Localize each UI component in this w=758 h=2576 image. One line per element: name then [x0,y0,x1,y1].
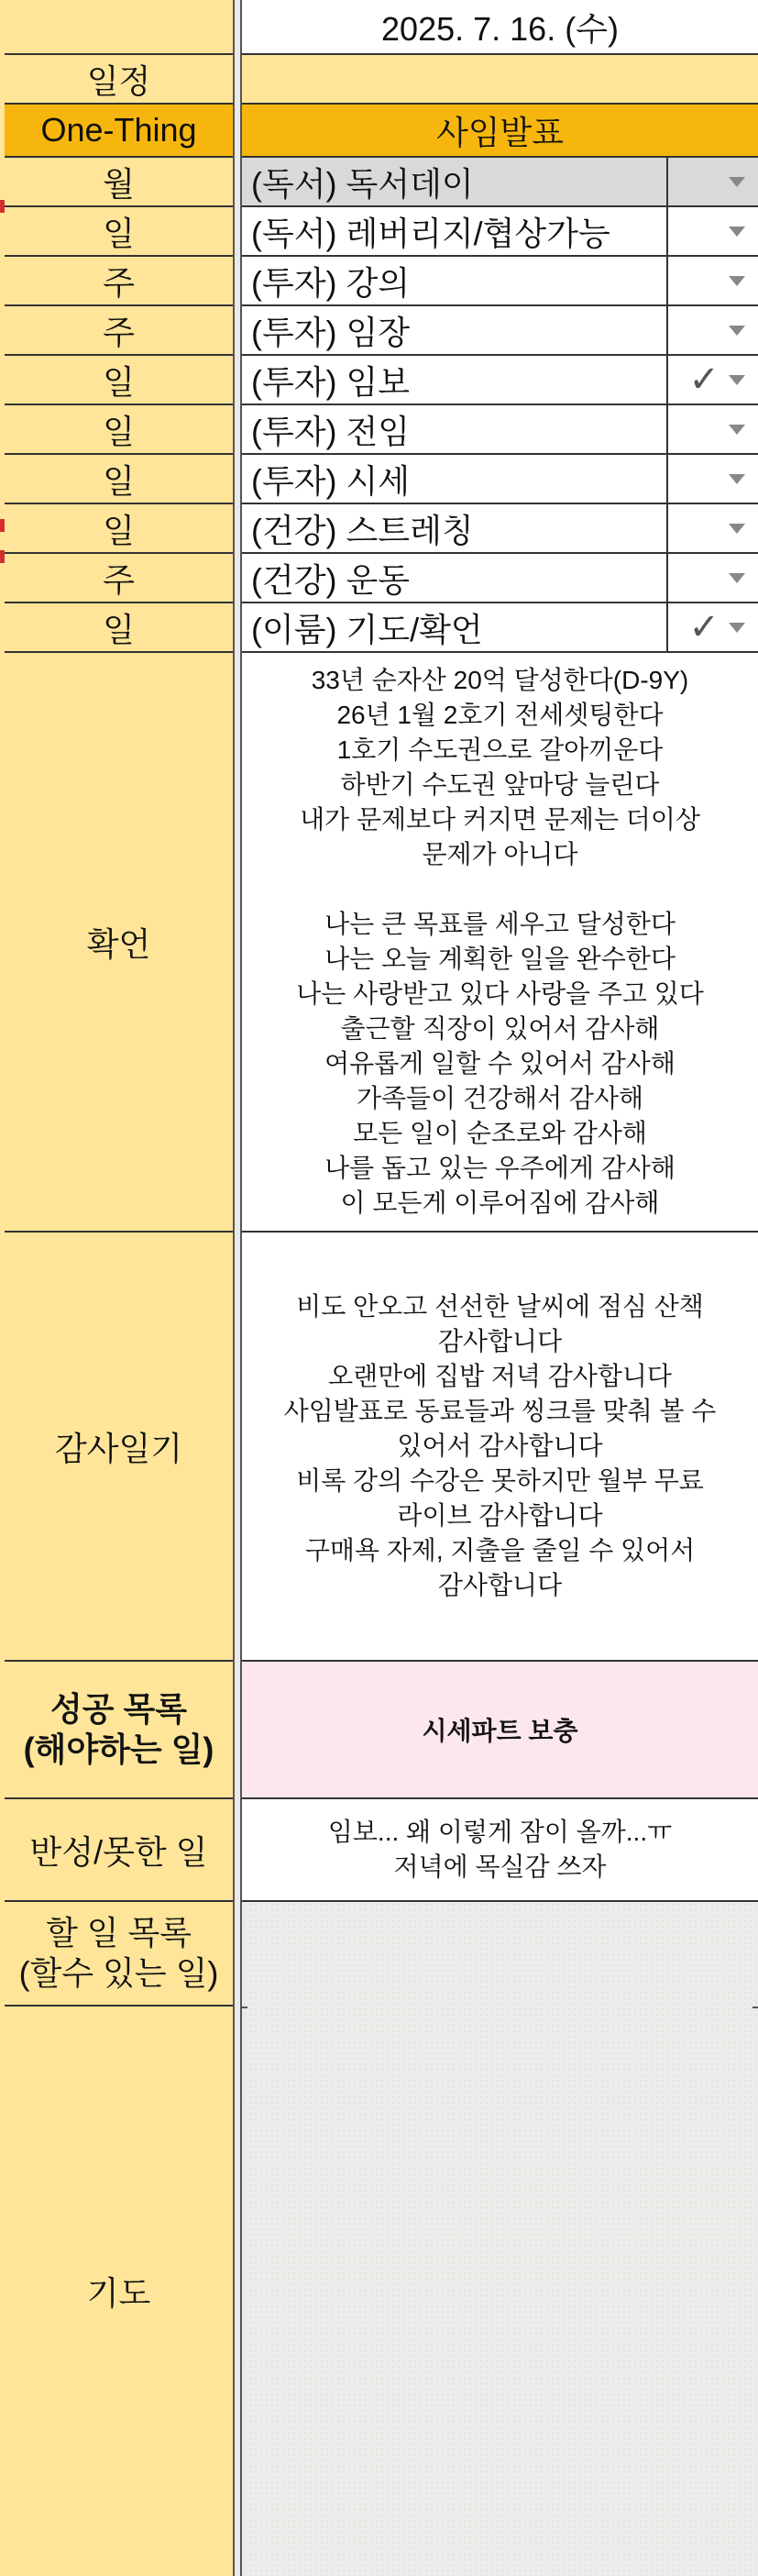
date-header[interactable]: 2025. 7. 16. (수) [242,0,758,55]
task-freq[interactable]: 일 [5,455,233,504]
reflection-line: 임보... 왜 이렇게 잠이 올까...ㅠ [327,1818,673,1846]
task-text: (건강) 운동 [251,560,411,599]
task-dropdown[interactable] [666,554,758,602]
label-column [5,0,233,2576]
task-row[interactable] [242,554,758,603]
dropdown-arrow-icon [729,425,745,435]
dropdown-arrow-icon [729,326,745,336]
dropdown-arrow-icon [729,573,745,583]
task-dropdown[interactable] [666,356,758,404]
task-text: (투자) 강의 [251,263,411,302]
gratitude-line: 비도 안오고 선선한 날씨에 점심 산책 [296,1292,704,1321]
task-row[interactable] [242,306,758,356]
task-dropdown[interactable] [666,207,758,255]
affirmation-line: 하반기 수도권 앞마당 늘린다 [340,770,660,799]
reflection-text[interactable] [242,1799,758,1902]
grid-tick [753,2007,758,2008]
gratitude-line: 사임발표로 동료들과 씽크를 맞춰 볼 수 [283,1397,717,1425]
task-freq[interactable]: 일 [5,603,233,653]
affirmation-line: 33년 순자산 20억 달성한다(D-9Y) [311,666,689,694]
dropdown-arrow-icon [729,375,745,385]
success-label[interactable] [5,1662,233,1799]
task-text: (투자) 임장 [251,313,411,351]
task-dropdown[interactable] [666,603,758,651]
affirmation-text[interactable] [242,653,758,1233]
task-text: (독서) 레버리지/협상가능 [251,214,610,252]
task-freq[interactable]: 일 [5,504,233,554]
affirmation-line: 26년 1월 2호기 전세셋팅한다 [336,701,664,729]
reflection-line: 저녁에 목실감 쓰자 [393,1852,607,1881]
task-row[interactable] [242,158,758,207]
schedule-value[interactable] [242,55,758,105]
task-text: (투자) 시세 [251,461,411,500]
affirmation-line: 내가 문제보다 커지면 문제는 더이상 [300,805,700,834]
affirmation-line: 나는 사랑받고 있다 사랑을 주고 있다 [296,979,704,1008]
gratitude-line: 비록 강의 수강은 못하지만 월부 무료 [296,1466,704,1495]
dropdown-arrow-icon [729,474,745,484]
task-freq[interactable]: 주 [5,306,233,356]
task-dropdown[interactable] [666,405,758,453]
one-thing-value[interactable]: 사임발표 [242,105,758,158]
dropdown-arrow-icon [729,276,745,286]
dropdown-arrow-icon [729,524,745,534]
success-label-line2: (해야하는 일) [23,1730,214,1768]
gratitude-line: 있어서 감사합니다 [397,1432,603,1460]
task-freq[interactable]: 월 [5,158,233,207]
task-row[interactable] [242,405,758,455]
task-text: (이룸) 기도/확언 [251,610,483,648]
gratitude-line: 구매욕 자제, 지출을 줄일 수 있어서 [304,1536,696,1564]
affirmation-line: 문제가 아니다 [422,840,578,868]
todo-label-line2: (할수 있는 일) [18,1954,219,1992]
one-thing-label[interactable]: One-Thing [5,105,233,158]
task-dropdown[interactable] [666,306,758,354]
task-dropdown[interactable] [666,455,758,503]
task-dropdown[interactable] [666,257,758,304]
affirmation-line: 이 모든게 이루어짐에 감사해 [340,1188,660,1217]
value-column [242,0,758,2576]
task-freq[interactable]: 주 [5,554,233,603]
affirmation-line: 1호기 수도권으로 갈아끼운다 [336,735,664,764]
task-row[interactable] [242,207,758,257]
prayer-label[interactable]: 기도 [86,2274,151,2312]
affirmation-label[interactable]: 확언 [5,653,233,1233]
affirmation-line: 여유롭게 일할 수 있어서 감사해 [324,1049,676,1078]
gratitude-label[interactable]: 감사일기 [5,1233,233,1662]
gratitude-line: 오랜만에 집밥 저녁 감사합니다 [328,1362,672,1390]
task-text: (투자) 전임 [251,412,411,450]
check-mark-icon: ✓ [688,607,720,647]
task-text: (건강) 스트레칭 [251,511,474,549]
gratitude-line: 라이브 감사합니다 [397,1501,603,1530]
affirmation-line: 나는 큰 목표를 세우고 달성한다 [324,910,676,938]
success-value[interactable]: 시세파트 보충 [242,1662,758,1799]
task-text: (독서) 독서데이 [251,164,474,203]
affirmation-line: 출근할 직장이 있어서 감사해 [340,1014,660,1043]
schedule-label[interactable]: 일정 [5,55,233,105]
task-dropdown[interactable] [666,158,758,205]
affirmation-line: 모든 일이 순조로와 감사해 [353,1119,647,1147]
task-row[interactable] [242,257,758,306]
gratitude-line: 감사합니다 [437,1571,563,1599]
task-freq[interactable]: 주 [5,257,233,306]
task-freq[interactable]: 일 [5,207,233,257]
check-mark-icon: ✓ [688,359,720,400]
task-row[interactable] [242,356,758,405]
dropdown-arrow-icon [729,623,745,633]
task-freq[interactable]: 일 [5,405,233,455]
grid-tick [242,2007,247,2008]
task-row[interactable] [242,504,758,554]
gratitude-line: 감사합니다 [437,1327,563,1355]
task-row[interactable] [242,455,758,504]
dropdown-arrow-icon [729,177,745,187]
affirmation-line: 나는 오늘 계획한 일을 완수한다 [324,945,676,973]
affirmation-line: 가족들이 건강해서 감사해 [356,1084,644,1112]
dropdown-arrow-icon [729,227,745,237]
todo-label[interactable] [5,1902,233,2007]
task-dropdown[interactable] [666,504,758,552]
todo-prayer-area[interactable] [242,1902,758,2576]
todo-label-line1: 할 일 목록 [45,1914,192,1951]
column-separator [233,0,242,2576]
task-freq[interactable]: 일 [5,356,233,405]
success-label-line1: 성공 목록 [49,1690,188,1728]
reflection-label[interactable]: 반성/못한 일 [5,1799,233,1902]
task-text: (투자) 임보 [251,362,411,401]
affirmation-line: 나를 돕고 있는 우주에게 감사해 [324,1154,676,1182]
task-row[interactable] [242,603,758,653]
gratitude-text[interactable] [242,1233,758,1662]
blank-header-cell[interactable] [5,0,233,55]
